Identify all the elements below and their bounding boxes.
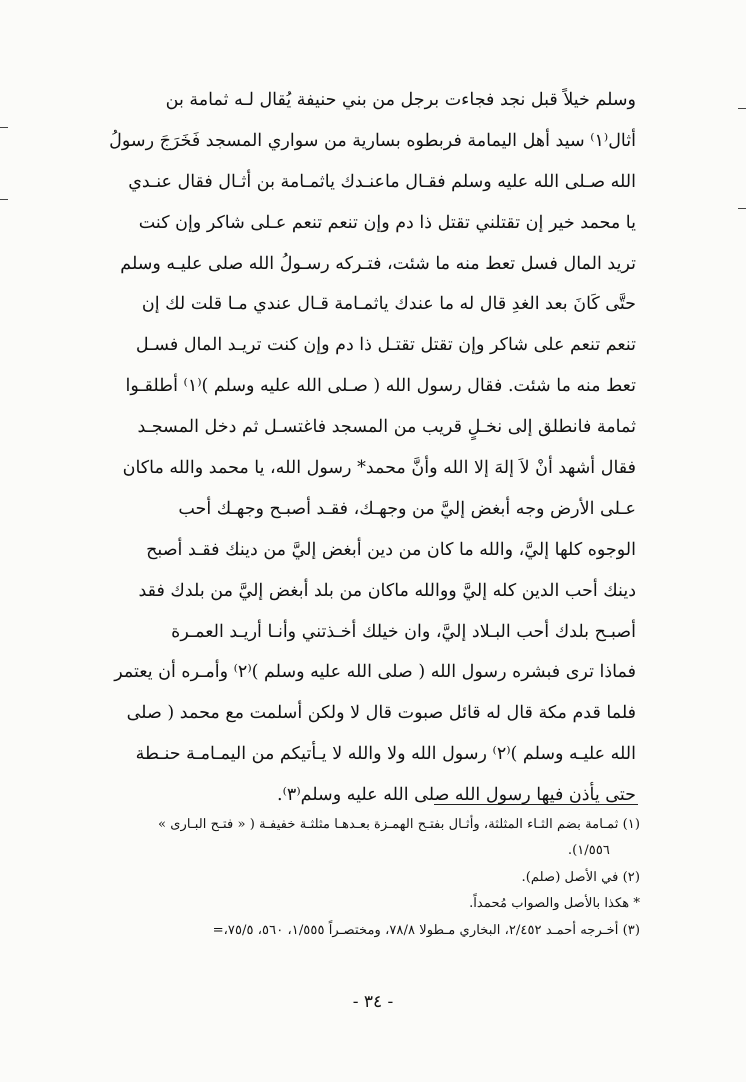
body-line: وسلم خيلاً قبل نجد فجاءت برجل من بني حنيفة يُقال لـه ثمامة بن: [165, 90, 636, 110]
page-number: - ٣٤ -: [352, 992, 394, 1012]
right-margin-mark: [738, 208, 746, 209]
footnote-item: * هكذا بالأصل والصواب مُحمداً.: [469, 896, 640, 912]
footnote-continuation: ١/٥٥٦).: [567, 843, 610, 859]
body-line: أثال⁽١⁾ سيد أهل اليمامة فربطوه بسارية من سواري المسجد فَخَرَجَ رسولُ: [109, 130, 636, 151]
body-line: حتَّى كَانَ بعد الغدِ قال له ما عندك ياثمـامة قـال عندي مـا قلت لك إن: [141, 294, 636, 315]
body-line: فلما قدم مكة قال له قائل صبوت قال لا ولكن أسلمت مع محمد ( صلى: [126, 703, 636, 724]
body-line: أصبـح بلدك أحب البـلاد إليَّ، وان خيلك أخـذتني وأنـا أريـد العمـرة: [171, 621, 636, 642]
body-line: دينك أحب الدين كله إليَّ ووالله ماكان من بلد أبغض إليَّ من بلدك فقد: [138, 580, 636, 601]
body-line: حتى يأذن فيها رسول الله صلى الله عليه وسلم⁽٣⁾.: [277, 785, 636, 806]
body-line: تريد المال فسل تعط منه ما شئت، فتـركه رسـولُ الله صلى عليـه وسلم: [120, 253, 636, 274]
left-margin-mark: [0, 127, 8, 128]
footnote-separator: [434, 804, 638, 805]
body-line: ثمامة فانطلق إلى نخـلٍ قريب من المسجد فاغتسـل ثم دخل المسجـد: [137, 417, 636, 438]
body-text: [100, 80, 636, 816]
body-line: الله صـلى الله عليه وسلم فقـال ماعنـدك ياثمـامة بن أثـال فقال عنـدي: [128, 171, 636, 192]
footnotes: [100, 812, 640, 944]
body-line: فماذا ترى فبشره رسول الله ( صلى الله عليه وسلم )⁽٢⁾ وأمـره أن يعتمر: [114, 662, 636, 683]
body-line: تنعم تنعم على شاكر وإن تقتل تقتـل ذا دم وإن كنت تريـد المال فسـل: [135, 335, 636, 356]
body-line: فقال أشهد أنْ لاَ إلهَ إلا الله وأنَّ محمد* رسول الله، يا محمد والله ماكان: [122, 458, 636, 479]
footnote-item: (٢) في الأصل (صلم).: [521, 869, 640, 885]
body-line: يا محمد خير إن تقتلني تقتل ذا دم وإن تنعم تنعم عـلى شاكر وإن كنت: [138, 212, 636, 233]
body-line: تعط منه ما شئت. فقال رسول الله ( صـلى الله عليه وسلم )⁽١⁾ أطلقـوا: [125, 376, 636, 397]
right-margin-mark: [738, 108, 746, 109]
body-line: عـلى الأرض وجه أبغض إليَّ من وجهـك، فقـد أصبـح وجهـك أحب: [178, 498, 636, 519]
body-line: الوجوه كلها إليَّ، والله ما كان من دين أبغض إليَّ من دينك فقـد أصبح: [146, 539, 636, 560]
left-margin-mark: [0, 199, 8, 200]
footnote-item: (١) ثمـامة بضم الثـاء المثلثة، وأثـال بفتـح الهمـزة بعـدهـا مثلثـة خفيفـة ( « فتـح البـارى »: [157, 817, 640, 832]
body-line: الله عليـه وسلم )⁽٢⁾ رسول الله ولا والله لا يـأتيكم من اليمـامـة حنـطة: [135, 744, 636, 765]
footnote-item: (٣) أخـرجه أحمـد ٢/٤٥٢، البخاري مـطولا ٧٨/٨، ومختصـراً ١/٥٥٥، ٥٦٠، ٧٥/٥،=: [212, 922, 640, 938]
